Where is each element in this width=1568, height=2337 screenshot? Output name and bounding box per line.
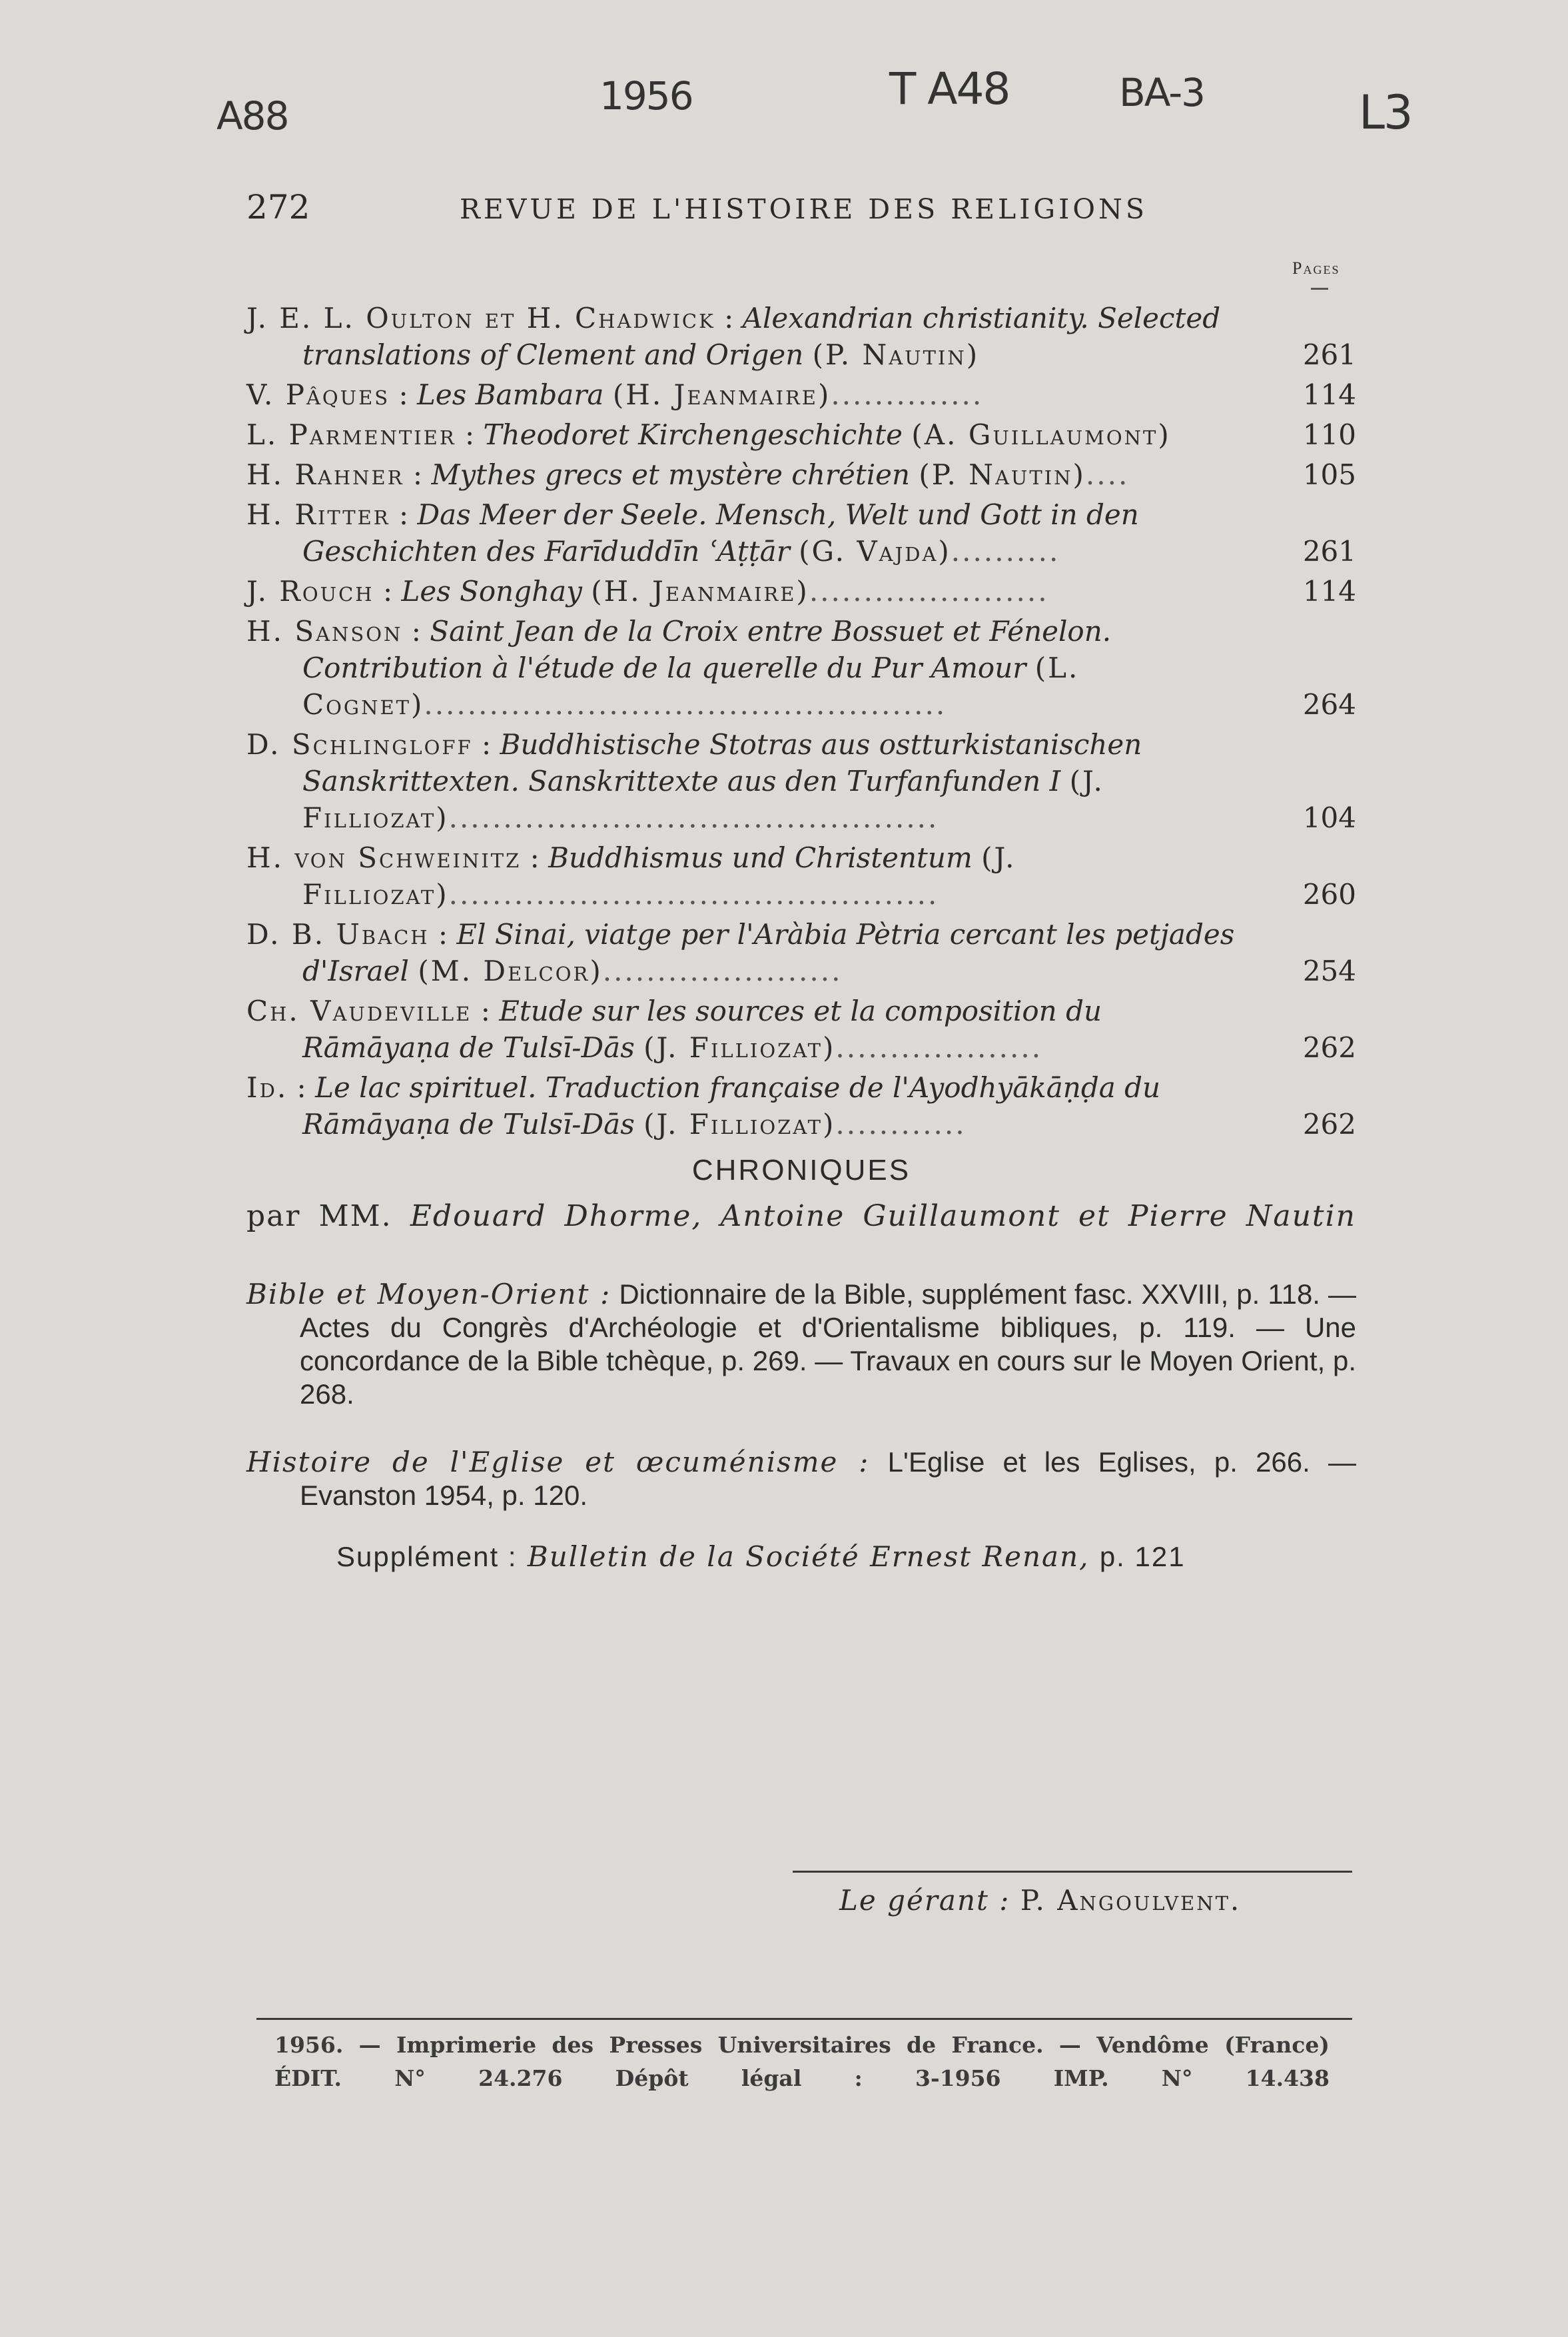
chronique-item	[246, 1278, 1356, 1411]
entry-author: Ch. Vaudeville	[246, 995, 472, 1027]
entry-reviewer: (G. Vajda)	[799, 535, 951, 568]
entry-separator: :	[390, 498, 418, 531]
entry-reviewer: (A. Guillaumont)	[911, 418, 1171, 451]
entry-title: Buddhismus und Christentum	[548, 841, 973, 874]
entry-separator: :	[288, 1071, 316, 1104]
entry-leader-dots: ................................................	[424, 688, 947, 721]
entry-title: Buddhistische Stotras aus ostturkistanischen Sanskrittexten. Sanskrittexte aus den Turfanfunden I	[302, 728, 1142, 797]
entry-reviewer: (P. Nautin)	[919, 458, 1086, 491]
handwritten-mark: 1956	[599, 73, 693, 119]
entry-page: 261	[1302, 535, 1356, 568]
imprint-line: 1956. — Imprimerie des Presses Universitaires de France. — Vendôme (France)	[274, 2032, 1330, 2058]
entry-author: J. Rouch	[246, 575, 374, 608]
entry-separator: :	[402, 615, 430, 648]
entry-title: Theodoret Kirchengeschichte	[483, 418, 903, 451]
divider	[793, 1871, 1352, 1873]
entry-author: Id.	[246, 1071, 288, 1104]
index-entry	[246, 993, 1356, 1066]
handwritten-mark: BA-3	[1119, 70, 1205, 115]
entry-reviewer: (J. Filliozat)	[643, 1031, 836, 1064]
entry-reviewer: (P. Nautin)	[812, 338, 980, 371]
pages-header-rule	[1311, 288, 1328, 290]
entry-page: 114	[1302, 575, 1356, 608]
entry-author: L. Parmentier	[246, 418, 456, 451]
handwritten-mark: T A48	[889, 63, 1010, 115]
entry-reviewer: (J. Filliozat)	[302, 765, 1104, 834]
entry-reviewer: (J. Filliozat)	[302, 841, 1016, 911]
entry-page: 104	[1302, 801, 1356, 834]
entry-author: J. E. L. Oulton et H. Chadwick	[246, 302, 715, 334]
entry-author: D. B. Ubach	[246, 918, 430, 951]
entry-page: 260	[1302, 878, 1356, 911]
entry-page: 114	[1302, 378, 1356, 411]
entry-title: Saint Jean de la Croix entre Bossuet et Fénelon. Contribution à l'étude de la querelle du Pur Amour	[302, 615, 1112, 684]
entry-page: 254	[1302, 955, 1356, 987]
supplement-title: Bulletin de la Société Ernest Renan,	[527, 1540, 1090, 1573]
entry-separator: :	[456, 418, 484, 451]
index-entry	[246, 613, 1356, 723]
entry-page: 264	[1302, 688, 1356, 721]
imp-number: IMP. N° 14.438	[1053, 2065, 1330, 2091]
index-entry	[246, 726, 1356, 836]
entry-separator: :	[715, 302, 743, 334]
depot-legal: Dépôt légal : 3-1956	[615, 2065, 1001, 2091]
entry-separator: :	[374, 575, 402, 608]
entry-separator: :	[390, 378, 418, 411]
entry-separator: :	[521, 841, 549, 874]
index-entry	[246, 300, 1356, 373]
imprint-numbers	[274, 2065, 1330, 2091]
review-index	[246, 300, 1356, 1146]
entry-author: V. Pâques	[246, 378, 390, 411]
entry-author: H. Rahner	[246, 458, 404, 491]
entry-leader-dots: ..............	[831, 378, 984, 411]
entry-reviewer: (H. Jeanmaire)	[612, 378, 831, 411]
entry-title: Les Bambara	[417, 378, 604, 411]
entry-separator: :	[404, 458, 432, 491]
section-title: CHRONIQUES	[691, 1154, 911, 1186]
chronique-text: L'Eglise et les Eglises, p. 266. — Evanston 1954, p. 120.	[300, 1446, 1356, 1511]
entry-separator: :	[472, 995, 500, 1027]
entry-leader-dots: ...................	[835, 1031, 1043, 1064]
edit-number: ÉDIT. N° 24.276	[274, 2065, 563, 2091]
chroniques-authors	[246, 1199, 1356, 1233]
index-entry	[246, 456, 1356, 493]
index-entry	[246, 1069, 1356, 1143]
entry-title: Mythes grecs et mystère chrétien	[431, 458, 911, 491]
entry-leader-dots: ..........	[951, 535, 1060, 568]
entry-leader-dots: ......................	[809, 575, 1049, 608]
entry-author: H. Sanson	[246, 615, 403, 648]
gerant-label: Le gérant :	[839, 1884, 1010, 1917]
entry-author: D. Schlingloff	[246, 728, 473, 761]
chronique-text: Dictionnaire de la Bible, supplément fasc. XXVIII, p. 118. — Actes du Congrès d'Archéologie et d'Orientalisme bibliques, p. 119. — Une concordance de la Bible tchèque, p. 269. — Travaux en cours sur le Moyen Orient, p. 268.	[300, 1278, 1356, 1410]
supplement-label: Supplément :	[336, 1541, 518, 1572]
page-number: 272	[246, 188, 310, 227]
entry-author: H. Ritter	[246, 498, 390, 531]
index-entry	[246, 496, 1356, 570]
index-entry	[246, 573, 1356, 610]
chronique-heading: Histoire de l'Eglise et œcuménisme :	[246, 1446, 870, 1478]
handwritten-mark: L3	[1359, 85, 1412, 140]
entry-title: Les Songhay	[401, 575, 582, 608]
index-entry	[246, 376, 1356, 413]
gerant-line	[839, 1884, 1241, 1917]
entry-reviewer: (J. Filliozat)	[643, 1108, 836, 1141]
entry-page: 105	[1302, 458, 1356, 491]
entry-leader-dots: .............................................	[448, 801, 939, 834]
entry-title: Alexandrian christianity. Selected translations of Clement and Origen	[302, 302, 1221, 371]
entry-leader-dots: .............................................	[448, 878, 939, 911]
authors-names: Edouard Dhorme, Antoine Guillaumont et Pierre Nautin	[410, 1199, 1356, 1233]
entry-leader-dots: ......................	[602, 955, 843, 987]
handwritten-mark: A88	[216, 93, 288, 139]
index-entry	[246, 416, 1356, 453]
entry-page: 262	[1302, 1108, 1356, 1141]
pages-column-header: Pages	[1292, 258, 1340, 278]
gerant-name: P. Angoulvent.	[1020, 1884, 1242, 1917]
supplement-line	[336, 1540, 1186, 1573]
entry-leader-dots: ............	[835, 1108, 967, 1141]
entry-reviewer: (L. Cognet)	[302, 652, 1080, 721]
chronique-item	[246, 1446, 1356, 1512]
entry-title: Das Meer der Seele. Mensch, Welt und Gott in den Geschichten des Farīduddīn ʿAṭṭār	[302, 498, 1139, 568]
entry-separator: :	[429, 918, 457, 951]
by-prefix: par MM.	[246, 1199, 392, 1233]
entry-title: Le lac spirituel. Traduction française de l'Ayodhyākāṇḍa du Rāmāyaṇa de Tulsī-Dās	[302, 1071, 1161, 1141]
entry-separator: :	[472, 728, 500, 761]
entry-title: Etude sur les sources et la composition du Rāmāyaṇa de Tulsī-Dās	[302, 995, 1102, 1064]
entry-reviewer: (M. Delcor)	[418, 955, 603, 987]
entry-page: 110	[1302, 418, 1356, 451]
index-entry	[246, 839, 1356, 913]
entry-page: 261	[1302, 338, 1356, 371]
entry-reviewer: (H. Jeanmaire)	[591, 575, 809, 608]
running-title: REVUE DE L'HISTOIRE DES RELIGIONS	[460, 193, 1148, 225]
entry-title: El Sinai, viatge per l'Aràbia Pètria cercant les petjades d'Israel	[302, 918, 1235, 987]
divider	[256, 2018, 1352, 2020]
entry-page: 262	[1302, 1031, 1356, 1064]
index-entry	[246, 916, 1356, 989]
entry-author: H. von Schweinitz	[246, 841, 522, 874]
chronique-heading: Bible et Moyen-Orient :	[246, 1278, 611, 1310]
supplement-page: p. 121	[1099, 1541, 1186, 1572]
entry-leader-dots: ....	[1085, 458, 1130, 491]
